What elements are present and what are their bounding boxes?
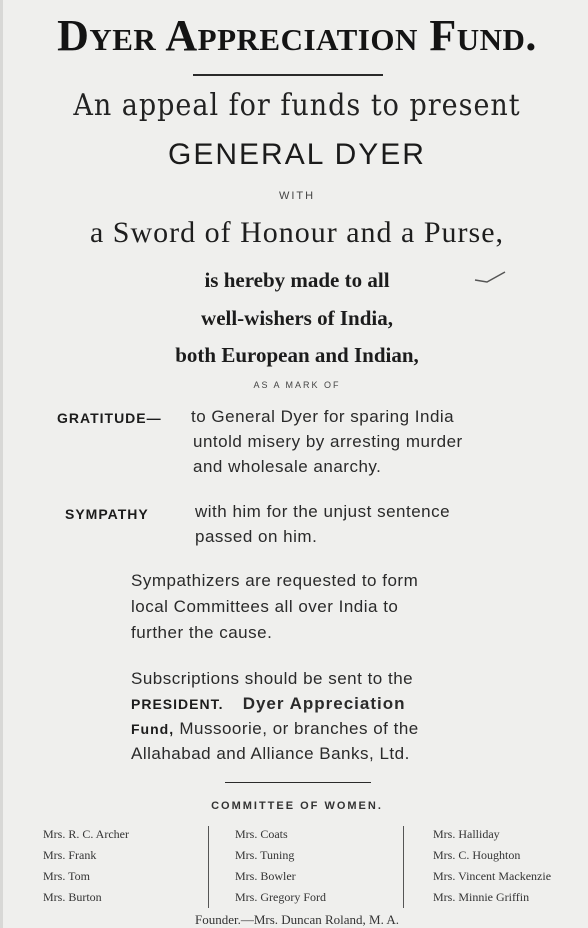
president-label: PRESIDENT. xyxy=(131,696,224,712)
committee-member: Mrs. Coats xyxy=(235,827,288,841)
with-text: WITH xyxy=(278,190,316,202)
subscriptions-line-1: Subscriptions should be sent to the xyxy=(131,669,414,688)
fund-label: Fund, xyxy=(131,721,175,737)
gratitude-label: GRATITUDE— xyxy=(57,410,162,426)
column-divider xyxy=(403,826,404,908)
committee-member: Mrs. Frank xyxy=(43,848,97,862)
committee-column-3 xyxy=(433,824,551,908)
committee-member: Mrs. Burton xyxy=(43,890,102,904)
committee-column-1 xyxy=(43,824,129,908)
committee-member: Mrs. Vincent Mackenzie xyxy=(433,869,552,883)
committee-column-2 xyxy=(235,824,326,908)
subscriptions-line-4: Allahabad and Alliance Banks, Ltd. xyxy=(131,744,410,763)
committee-title: COMMITTEE OF WOMEN. xyxy=(211,800,383,812)
founder-line: Founder.—Mrs. Duncan Roland, M. A. xyxy=(194,912,400,927)
gift-line: a Sword of Honour and a Purse, xyxy=(89,216,505,249)
appeal-line: An appeal for funds to present xyxy=(73,88,521,123)
committee-member: Mrs. R. C. Archer xyxy=(43,827,129,841)
divider xyxy=(225,782,371,783)
appeal-line-3: both European and Indian, xyxy=(175,343,419,367)
appeal-line-1: is hereby made to all xyxy=(204,268,390,292)
column-divider xyxy=(208,826,209,908)
committee-member: Mrs. Tuning xyxy=(235,848,295,862)
as-a-mark-of: AS A MARK OF xyxy=(253,380,341,390)
honoree-name: GENERAL DYER xyxy=(168,138,426,171)
appeal-line-2: well-wishers of India, xyxy=(201,306,393,330)
sympathizers-line-1: Sympathizers are requested to form xyxy=(131,571,419,590)
divider xyxy=(193,74,383,76)
gratitude-line-1: to General Dyer for sparing India xyxy=(191,407,455,426)
sympathizers-line-3: further the cause. xyxy=(131,623,273,642)
committee-member: Mrs. Tom xyxy=(43,869,90,883)
page-title: Dyer Appreciation Fund. xyxy=(57,11,537,60)
committee-member: Mrs. C. Houghton xyxy=(433,848,521,862)
fund-name: Dyer Appreciation xyxy=(242,694,406,713)
sympathizers-line-2: local Committees all over India to xyxy=(131,597,399,616)
committee-member: Mrs. Minnie Griffin xyxy=(433,890,530,904)
gratitude-line-2: untold misery by arresting murder xyxy=(193,432,463,451)
gratitude-line-3: and wholesale anarchy. xyxy=(193,457,382,476)
sympathy-line-1: with him for the unjust sentence xyxy=(195,502,451,521)
sympathy-line-2: passed on him. xyxy=(195,527,318,546)
committee-member: Mrs. Halliday xyxy=(433,827,500,841)
branches-text: Mussoorie, or branches of the xyxy=(179,719,419,738)
committee-member: Mrs. Bowler xyxy=(235,869,296,883)
committee-member: Mrs. Gregory Ford xyxy=(235,890,326,904)
subscriptions-line-3 xyxy=(131,716,419,742)
sympathy-label: SYMPATHY xyxy=(65,506,149,522)
subscriptions-line-2 xyxy=(131,691,406,717)
